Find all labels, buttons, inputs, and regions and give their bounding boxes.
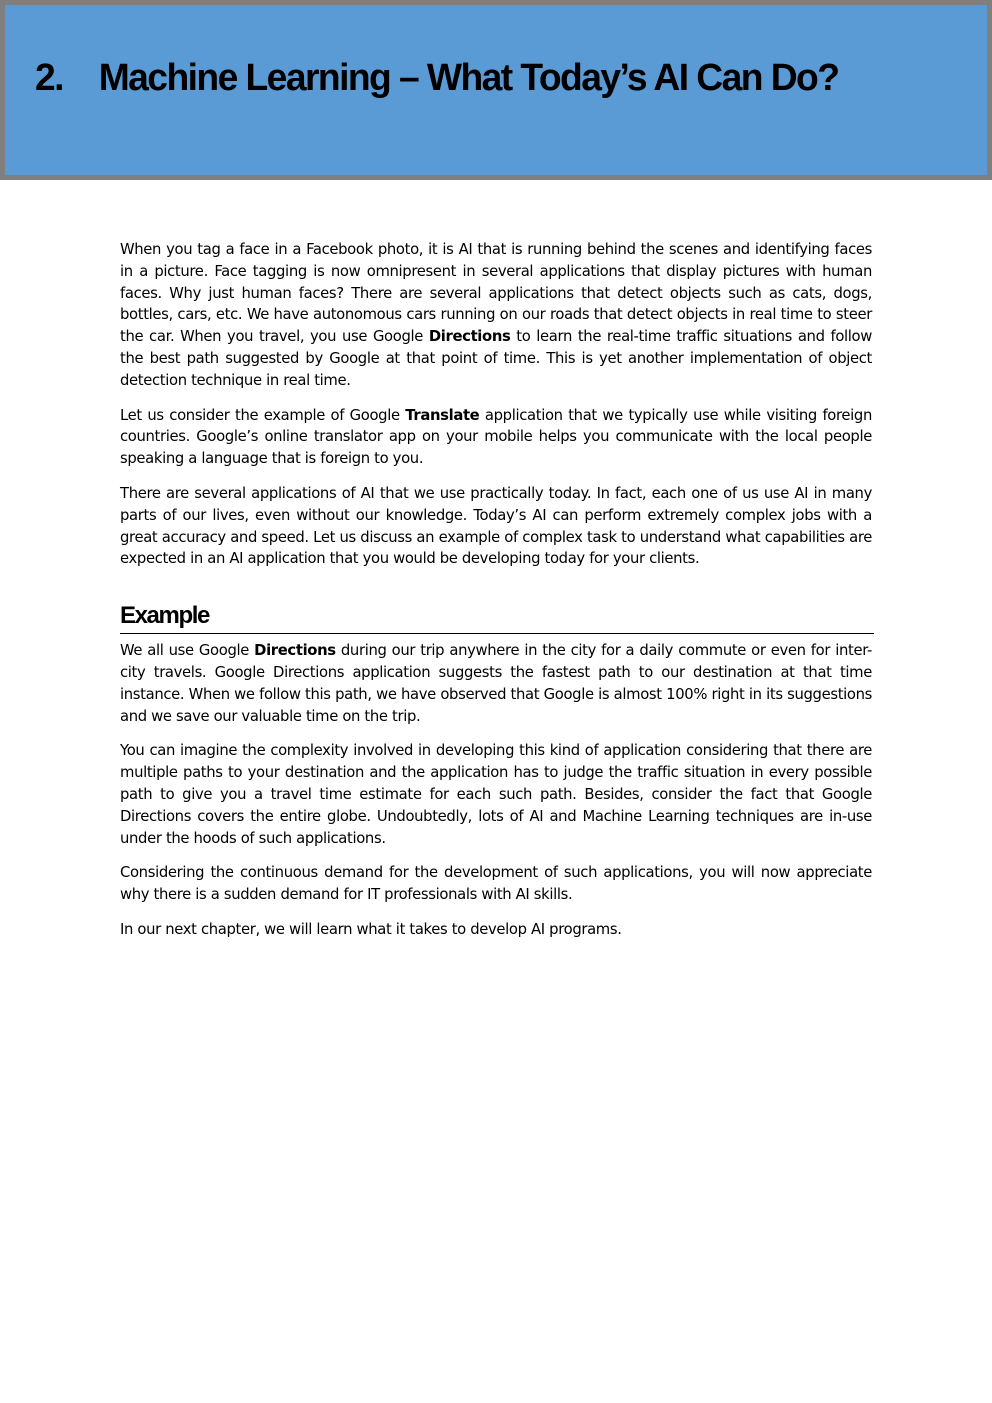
text-run: When you tag a face in a Facebook photo, it is AI that is running behind the scenes and identifying faces in a picture. Face tagging is now omnipresent in several applications that display pictures with human faces. Why just human faces? There are several applications that detect objects such as cats, dogs, bottles, cars, etc. We have autonomous cars running on our roads that detect objects in real time to steer the car. When you travel, you use Google [120,241,872,346]
chapter-number: 2. [35,57,63,99]
chapter-banner [0,0,992,180]
bold-term-translate: Translate [405,406,480,424]
chapter-title: Machine Learning – What Today’s AI Can Do? [98,57,839,99]
text-run: to learn the real-time traffic situations and follow the best path suggested by Google at that point of time. This is yet another implementation of object detection technique in real time. [120,328,872,389]
section-heading-example: Example [120,601,874,634]
example-paragraph-4: In our next chapter, we will learn what it takes to develop AI programs. [120,920,622,938]
example-paragraph-3: Considering the continuous demand for the development of such applications, you will now appreciate why there is a sudden demand for IT professionals with AI skills. [120,864,872,904]
text-run: application that we typically use while visiting foreign countries. Google’s online translator app on your mobile helps you communicate with the local people speaking a language that is foreign to you. [120,406,873,468]
example-paragraph-1 [120,640,872,727]
bold-term-directions: Directions [254,642,336,660]
intro-paragraph-1 [120,239,872,392]
example-paragraph-2: You can imagine the complexity involved in developing this kind of application considering that there are multiple paths to your destination and the application has to judge the traffic situation in every possible path to give you a travel time estimate for each such path. Besides, consider the fact that Google Directions covers the entire globe. Undoubtedly, lots of AI and Machine Learning techniques are in-use under the hoods of such applications. [120,742,872,847]
text-run: during our trip anywhere in the city for a daily commute or even for inter-city travels. Google Directions application suggests the fastest path to our destination at that time instance. When we follow this path, we have observed that Google is almost 100% right in its suggestions and we save our valuable time on the trip. [120,642,873,725]
intro-paragraph-2 [120,405,872,470]
text-run: Let us consider the example of Google [120,406,406,424]
chapter-heading [35,57,838,100]
page-body [120,239,872,954]
text-run: We all use Google [120,642,255,660]
bold-term-directions: Directions [428,328,511,346]
intro-paragraph-3: There are several applications of AI that we use practically today. In fact, each one of us use AI in many parts of our lives, even without our knowledge. Today’s AI can perform extremely complex jobs with a great accuracy and speed. Let us discuss an example of complex task to understand what capabilities are expected in an AI application that you would be developing today for your clients. [120,484,872,568]
